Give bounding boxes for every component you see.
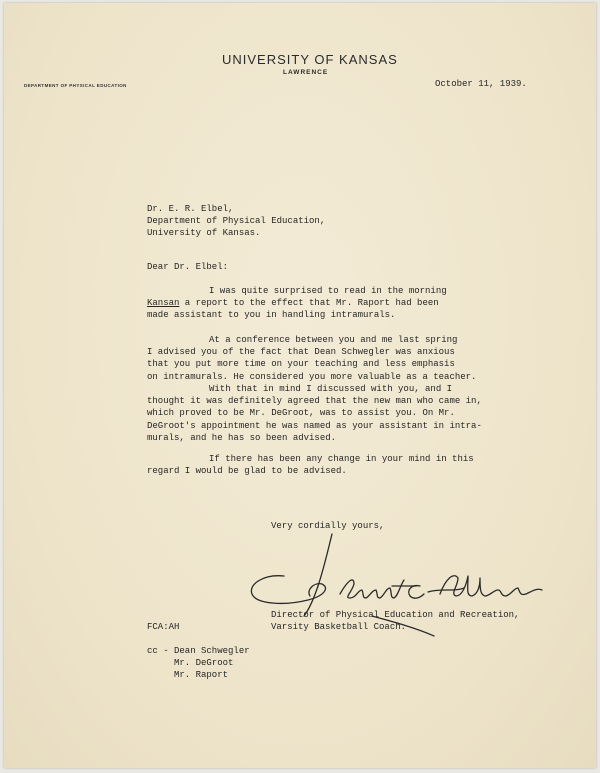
p4-line-1: If there has been any change in your mind in this [209,454,474,464]
letterhead-department: DEPARTMENT OF PHYSICAL EDUCATION [24,83,127,88]
p2-line-3: that you put more time on your teaching and less emphasis [147,359,455,370]
letter-page [4,3,596,768]
letterhead-city: LAWRENCE [283,69,329,76]
p1-line-1: I was quite surprised to read in the morning [209,286,447,296]
recipient-name: Dr. E. R. Elbel, [147,204,234,214]
paragraph-1 [147,285,447,322]
p1-line-2-rest: a report to the effect that Mr. Raport had been [179,298,439,309]
signer-titles [271,609,519,633]
p3-line-1: With that in mind I discussed with you, and I [209,384,453,394]
p2-line-4: on intramurals. He considered you more valuable as a teacher. [147,371,477,382]
p2-line-2: I advised you of the fact that Dean Schwegler was anxious [147,347,455,358]
paragraph-2 [147,334,476,383]
letter-date: October 11, 1939. [435,79,527,89]
recipient-address [147,203,325,240]
cc-line-1: cc - Dean Schwegler [147,646,250,656]
p4-line-2: regard I would be glad to be advised. [147,466,347,477]
cc-line-3: Mr. Raport [174,670,229,681]
recipient-org: University of Kansas. [147,228,261,239]
p3-line-3: which proved to be Mr. DeGroot, was to assist you. On Mr. [147,408,455,419]
signer-title-2: Varsity Basketball Coach. [271,622,407,633]
recipient-dept: Department of Physical Education, [147,216,326,227]
p3-line-4: DeGroot's appointment he was named as your assistant in intra- [147,420,482,431]
kansan-underlined: Kansan [147,298,180,309]
typist-initials: FCA:AH [147,622,180,632]
letterhead-university: UNIVERSITY OF KANSAS [222,52,398,67]
p2-line-1: At a conference between you and me last spring [209,335,458,345]
signer-title-1: Director of Physical Education and Recreation, [271,610,520,620]
paragraph-3 [147,383,482,444]
carbon-copy-list [147,645,250,682]
p3-line-2: thought it was definitely agreed that the new man who came in, [147,396,482,407]
salutation: Dear Dr. Elbel: [147,262,229,272]
cc-line-2: Mr. DeGroot [174,658,234,669]
p1-line-2 [147,297,447,309]
p3-line-5: murals, and he has so been advised. [147,432,337,443]
complimentary-closing: Very cordially yours, [271,521,385,531]
p1-line-3: made assistant to you in handling intramurals. [147,310,396,321]
paragraph-4 [147,453,474,477]
